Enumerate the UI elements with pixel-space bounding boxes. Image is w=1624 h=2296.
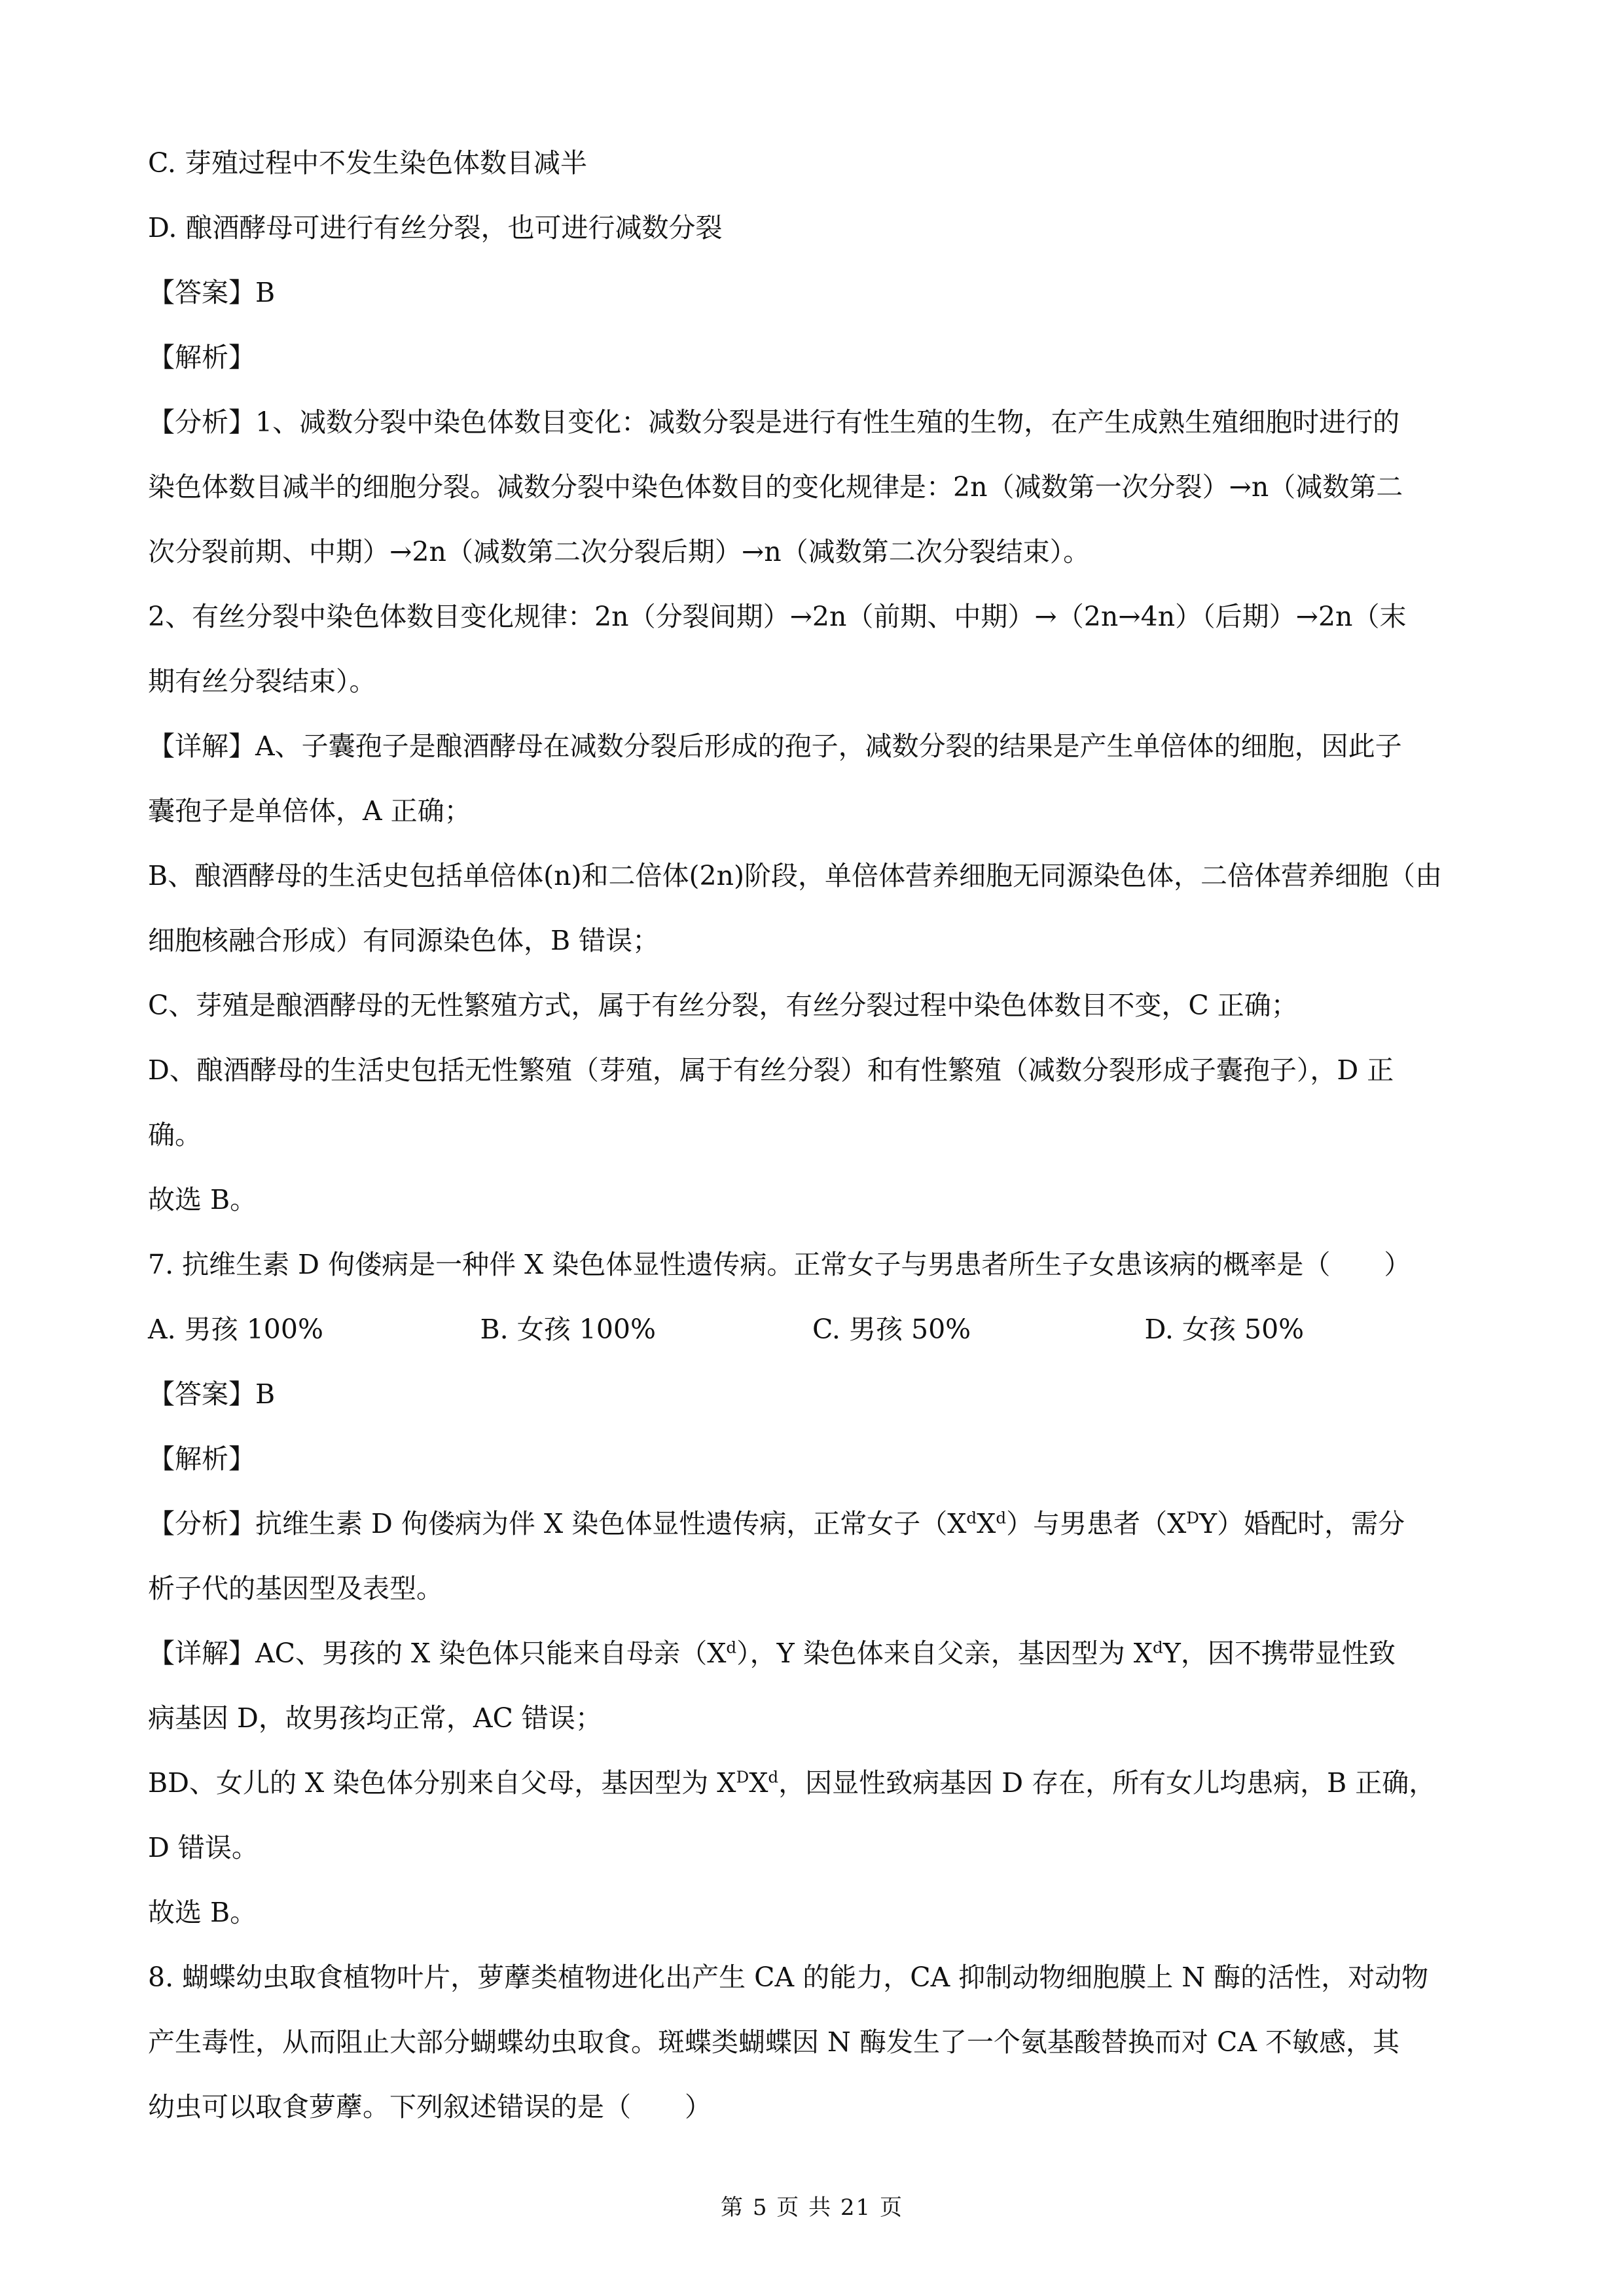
question-8-line2: 产生毒性，从而阻止大部分蝴蝶幼虫取食。斑蝶类蝴蝶因 N 酶发生了一个氨基酸替换而对 CA 不敏感，其: [148, 2026, 1399, 2058]
question-7-options: [148, 1297, 1477, 1362]
question-8-line3: 幼虫可以取食萝藦。下列叙述错误的是（ ）: [148, 2091, 712, 2123]
conclusion-q7: 故选 B。: [148, 1897, 257, 1928]
detail-q6-b-line1: B、酿酒酵母的生活史包括单倍体(n)和二倍体(2n)阶段，单倍体营养细胞无同源染色体，二倍体营养细胞（由: [148, 860, 1443, 891]
superscript: d: [966, 1508, 977, 1528]
document-body: [148, 131, 1477, 2140]
detail-q7-line1: [148, 1621, 1477, 1686]
fenxi-q6-line4: 2、有丝分裂中染色体数目变化规律：2n（分裂间期）→2n（前期、中期）→（2n→4n）（后期）→2n（末: [148, 601, 1407, 632]
detail-q6-b-line2: 细胞核融合形成）有同源染色体，B 错误；: [148, 925, 660, 956]
detail-q6-line1: 【详解】A、子囊孢子是酿酒酵母在减数分裂后形成的孢子，减数分裂的结果是产生单倍体的细胞，因此子: [148, 730, 1402, 762]
detail-q6-d-line1: D、酿酒酵母的生活史包括无性繁殖（芽殖，属于有丝分裂）和有性繁殖（减数分裂形成子囊孢子），D 正: [148, 1054, 1394, 1086]
question-8-line1: 8. 蝴蝶幼虫取食植物叶片，萝藦类植物进化出产生 CA 的能力，CA 抑制动物细胞膜上 N 酶的活性，对动物: [148, 1962, 1429, 1993]
superscript: d: [726, 1638, 737, 1657]
option-d-previous: D. 酿酒酵母可进行有丝分裂，也可进行减数分裂: [148, 212, 723, 243]
fenxi-q6-line5: 期有丝分裂结束）。: [148, 666, 376, 697]
analysis-heading-q6: 【解析】: [148, 342, 255, 373]
detail-q7-text-2: ），Y 染色体来自父亲，基因型为 X: [736, 1638, 1153, 1669]
detail-q7-text-1: 【详解】AC、男孩的 X 染色体只能来自母亲（X: [148, 1638, 727, 1669]
superscript: D: [736, 1767, 749, 1787]
detail-q7-bd-line1: [148, 1751, 1477, 1816]
detail-q6-line2: 囊孢子是单倍体，A 正确；: [148, 795, 471, 827]
superscript: d: [996, 1508, 1007, 1528]
detail-q7-bd-text-3: ，因显性致病基因 D 存在，所有女儿均患病，B 正确，: [778, 1767, 1436, 1799]
option-c-previous: C. 芽殖过程中不发生染色体数目减半: [148, 147, 587, 179]
fenxi-q7-line1: [148, 1492, 1477, 1556]
option-d: D. 女孩 50%: [1144, 1314, 1305, 1345]
fenxi-q6-line3: 次分裂前期、中期）→2n（减数第二次分裂后期）→n（减数第二次分裂结束）。: [148, 536, 1091, 567]
page-footer: 第 5 页 共 21 页: [721, 2195, 903, 2221]
detail-q7-text-3: Y，因不携带显性致: [1163, 1638, 1396, 1669]
fenxi-q7-text-3: ）与男患者（X: [1006, 1508, 1187, 1539]
detail-q7-bd-text-2: X: [749, 1767, 768, 1799]
detail-q6-c: C、芽殖是酿酒酵母的无性繁殖方式，属于有丝分裂，有丝分裂过程中染色体数目不变，C 正确；: [148, 990, 1298, 1021]
option-b: B. 女孩 100%: [480, 1314, 656, 1345]
superscript: d: [1153, 1638, 1163, 1657]
question-7: 7. 抗维生素 D 佝偻病是一种伴 X 染色体显性遗传病。正常女子与男患者所生子女患该病的概率是（ ）: [148, 1249, 1411, 1280]
fenxi-q7-line2: 析子代的基因型及表型。: [148, 1573, 443, 1604]
fenxi-q6-line2: 染色体数目减半的细胞分裂。减数分裂中染色体数目的变化规律是：2n（减数第一次分裂）→n（减数第二: [148, 471, 1403, 503]
answer-q7: 【答案】B: [148, 1378, 276, 1410]
fenxi-q7-text-4: Y）婚配时，需分: [1199, 1508, 1405, 1539]
answer-q6: 【答案】B: [148, 277, 276, 308]
detail-q7-bd-text-1: BD、女儿的 X 染色体分别来自父母，基因型为 X: [148, 1767, 736, 1799]
detail-q7-bd-line2: D 错误。: [148, 1832, 259, 1863]
superscript: d: [768, 1767, 779, 1787]
conclusion-q6: 故选 B。: [148, 1184, 257, 1215]
option-c: C. 男孩 50%: [812, 1314, 971, 1345]
fenxi-q7-text-1: 【分析】抗维生素 D 佝偻病为伴 X 染色体显性遗传病，正常女子（X: [148, 1508, 967, 1539]
analysis-heading-q7: 【解析】: [148, 1443, 255, 1475]
fenxi-q6-line1: 【分析】1、减数分裂中染色体数目变化：减数分裂是进行有性生殖的生物，在产生成熟生殖细胞时进行的: [148, 406, 1400, 438]
detail-q6-d-line2: 确。: [148, 1119, 202, 1151]
fenxi-q7-text-2: X: [977, 1508, 996, 1539]
detail-q7-line2: 病基因 D，故男孩均正常，AC 错误；: [148, 1702, 602, 1734]
option-a: A. 男孩 100%: [148, 1314, 323, 1345]
superscript: D: [1186, 1508, 1200, 1528]
